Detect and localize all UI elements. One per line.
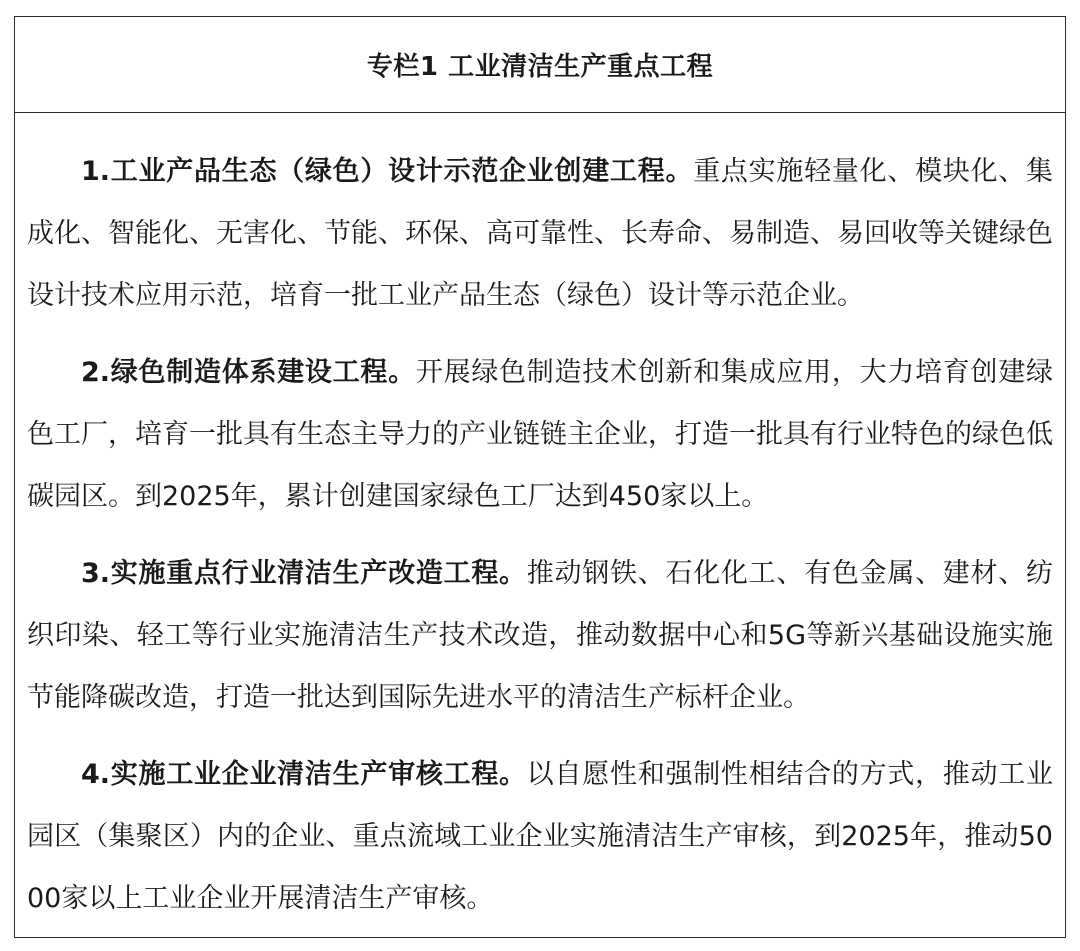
project-item-heading: 4.实施工业企业清洁生产审核工程。 <box>81 759 527 790</box>
project-item-text: 以自愿性和强制性相结合的方式，推动工业园区（集聚区）内的企业、重点流域工业企业实施清洁生产审核，到2025年，推动5000家以上工业企业开展清洁生产审核。 <box>27 759 1054 914</box>
column-title: 专栏1 工业清洁生产重点工程 <box>366 52 714 82</box>
project-item-heading: 3.实施重点行业清洁生产改造工程。 <box>81 558 527 589</box>
project-item-heading: 1.工业产品生态（绿色）设计示范企业创建工程。 <box>81 156 694 187</box>
project-item-3 <box>27 543 1053 729</box>
project-item-heading: 2.绿色制造体系建设工程。 <box>81 357 416 388</box>
project-item-text: 开展绿色制造技术创新和集成应用，大力培育创建绿色工厂，培育一批具有生态主导力的产业链链主企业，打造一批具有行业特色的绿色低碳园区。到2025年，累计创建国家绿色工厂达到450家以上。 <box>27 357 1054 512</box>
column-box <box>14 16 1066 938</box>
project-item-4 <box>27 744 1053 930</box>
project-item-1 <box>27 141 1053 327</box>
column-header <box>15 17 1065 113</box>
column-body <box>15 113 1065 938</box>
project-item-text: 重点实施轻量化、模块化、集成化、智能化、无害化、节能、环保、高可靠性、长寿命、易制造、易回收等关键绿色设计技术应用示范，培育一批工业产品生态（绿色）设计等示范企业。 <box>27 156 1054 311</box>
project-item-text: 推动钢铁、石化化工、有色金属、建材、纺织印染、轻工等行业实施清洁生产技术改造，推动数据中心和5G等新兴基础设施实施节能降碳改造，打造一批达到国际先进水平的清洁生产标杆企业。 <box>27 558 1054 713</box>
project-item-2 <box>27 342 1053 528</box>
